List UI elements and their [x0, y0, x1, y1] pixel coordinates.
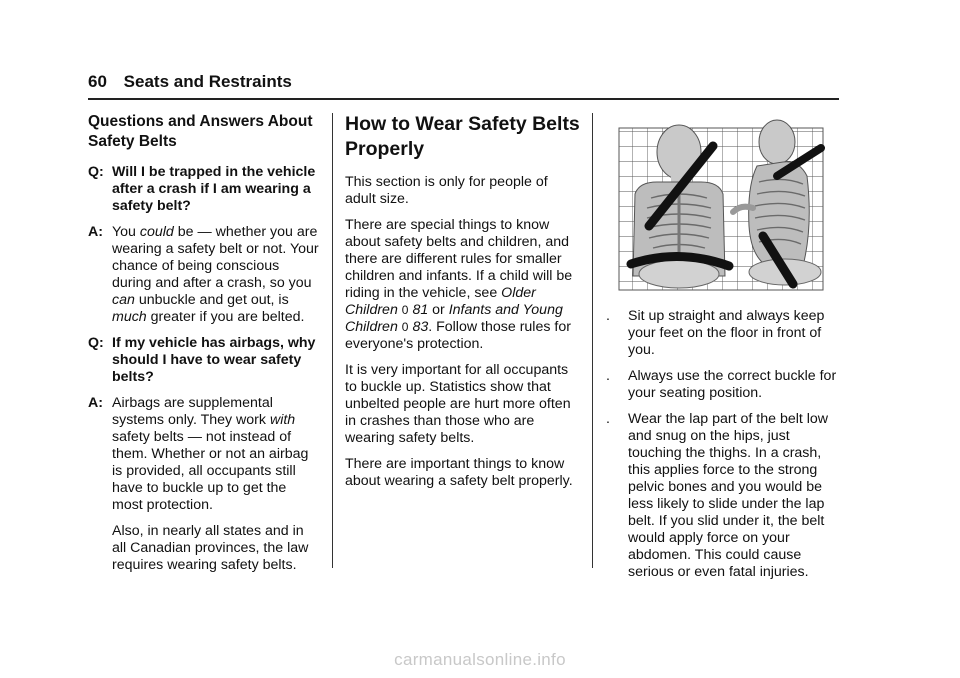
question-text: If my vehicle has airbags, why should I have to wear safety belts?: [112, 335, 316, 385]
section-heading: How to Wear Safety Belts Properly: [345, 113, 580, 160]
bullet-text: Always use the correct buckle for your seating position.: [628, 368, 837, 401]
page-ref-icon: 0: [401, 303, 409, 317]
safety-belt-illustration: [617, 116, 827, 296]
a-label: A:: [88, 224, 103, 240]
bullet-text: Wear the lap part of the belt low and snug on the hips, just touching the thighs. In a crash, this applies force to the strong pelvic bones and you would be less likely to slide under the lap belt. If you slid under it, the belt would apply force on your abdomen. This could cause serious or even fatal injuries.: [628, 411, 829, 580]
bullet-marker: .: [606, 368, 610, 384]
page-number: 60: [88, 72, 107, 91]
paragraph-1: This section is only for people of adult size.: [345, 174, 548, 207]
paragraph-2: There are special things to know about safety belts and children, and there are different rules for smaller children and infants. If a child will be riding in the vehicle, see Older Children 0 81 or Infants and Young Children 0 83. Follow those rules for everyone's protection.: [345, 217, 573, 352]
bullet-marker: .: [606, 411, 610, 427]
bullet-text: Sit up straight and always keep your feet on the floor in front of you.: [628, 308, 825, 358]
page-ref-icon: 0: [401, 320, 409, 334]
link-older-children[interactable]: Older Children: [345, 285, 536, 318]
column-divider-1: [332, 113, 333, 568]
column-belts: [345, 112, 580, 499]
column-instructions: [604, 116, 840, 590]
list-item: [604, 308, 840, 359]
answer-1: [88, 224, 320, 326]
column-qa: [88, 112, 320, 583]
q-label: Q:: [88, 335, 104, 351]
q-label: Q:: [88, 164, 104, 180]
section-title: Seats and Restraints: [123, 72, 292, 91]
page-header: [88, 72, 292, 92]
answer-text: Airbags are supplemental systems only. They work with safety belts — not instead of them. Whether or not an airbag is provided, all occupants still have to buckle up to get the most protection.: [112, 395, 309, 513]
question-text: Will I be trapped in the vehicle after a crash if I am wearing a safety belt?: [112, 164, 316, 214]
paragraph-3: It is very important for all occupants to buckle up. Statistics show that unbelted people are hurt more often in crashes than those who are wearing safety belts.: [345, 362, 571, 446]
column-divider-2: [592, 113, 593, 568]
watermark: carmanualsonline.info: [394, 650, 566, 669]
header-rule: [88, 98, 839, 100]
list-item: [604, 368, 840, 402]
bullet-marker: .: [606, 308, 610, 324]
skeleton-belt-icon: [617, 116, 827, 296]
question-2: [88, 335, 320, 386]
question-1: [88, 164, 320, 215]
a-label: A:: [88, 395, 103, 411]
answer-2: [88, 395, 320, 514]
list-item: [604, 411, 840, 581]
qa-heading: Questions and Answers About Safety Belts: [88, 113, 313, 150]
link-infants-young-children[interactable]: Infants and Young Children: [345, 302, 563, 335]
answer-2-extra: Also, in nearly all states and in all Canadian provinces, the law requires wearing safety belts.: [112, 523, 309, 573]
answer-text: You could be — whether you are wearing a safety belt or not. Your chance of being conscious during and after a crash, so you can unbuckle and get out, is much greater if you are belted.: [112, 224, 319, 325]
paragraph-4: There are important things to know about wearing a safety belt properly.: [345, 456, 573, 489]
